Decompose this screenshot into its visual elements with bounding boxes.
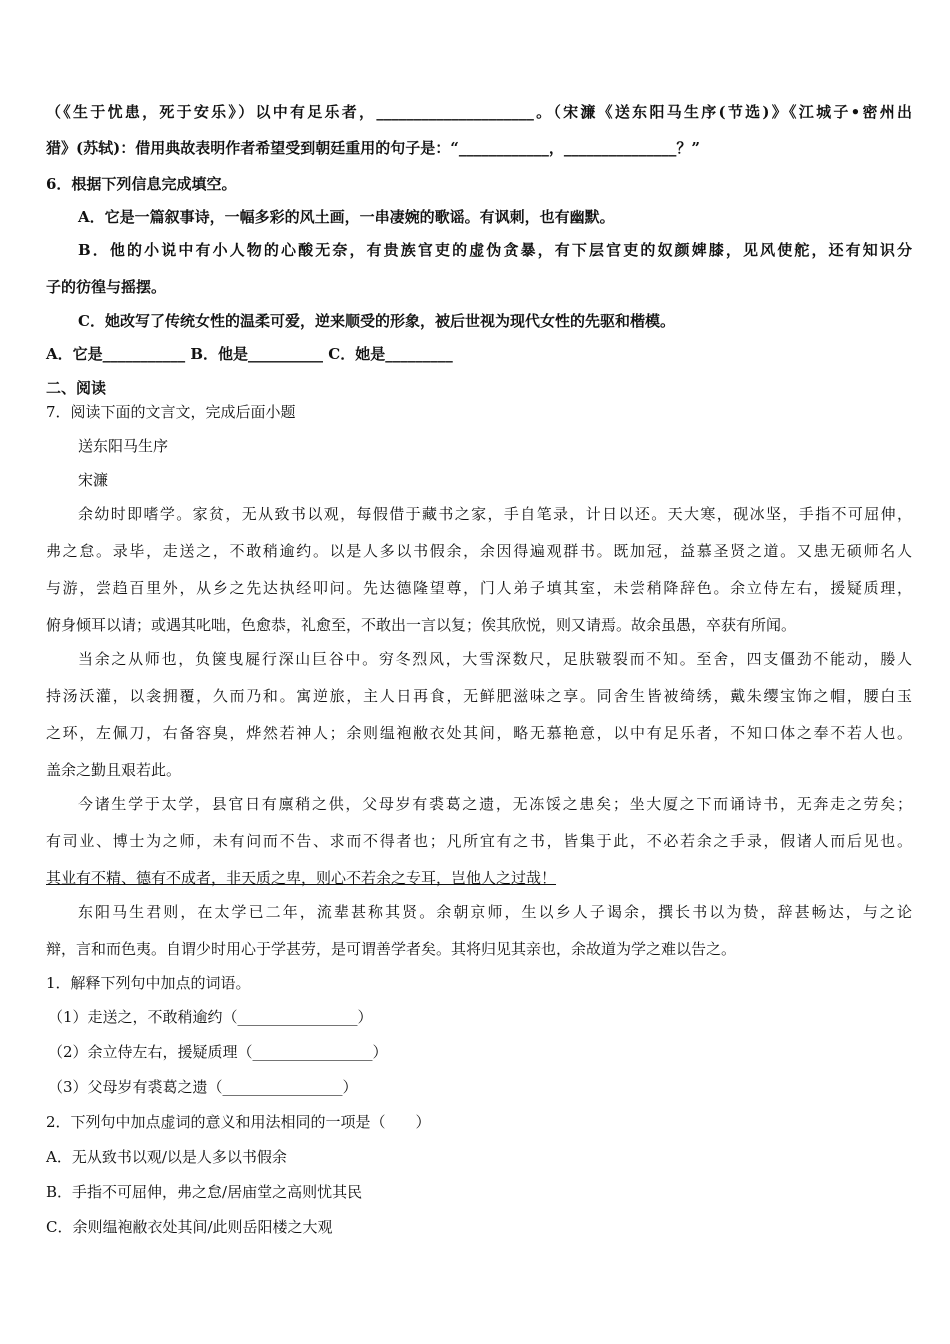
section-heading-reading: 二、阅读 xyxy=(46,379,107,397)
question-7-title: 7．阅读下面的文言文，完成后面小题 xyxy=(46,403,296,421)
passage-p1-line1: 余幼时即嗜学。家贫，无从致书以观，每假借于藏书之家，手自笔录，计日以还。天大寒，砚冰坚，手指不可屈伸， xyxy=(78,505,912,523)
question-6-item-b-line2: 子的彷徨与摇摆。 xyxy=(46,278,167,296)
passage-p2-line1: 当余之从师也，负箧曳屣行深山巨谷中。穷冬烈风，大雪深数尺，足肤皲裂而不知。至舍，四支僵劲不能动，媵人 xyxy=(78,650,912,668)
fill-blank-line-2: 猎》(苏轼)：借用典故表明作者希望受到朝廷重用的句子是：“____________，_______________？” xyxy=(46,139,700,157)
subquestion-1-item-1: （1）走送之，不敢稍逾约（________________） xyxy=(48,1008,373,1026)
passage-p3-line2: 有司业、博士为之师，未有问而不告、求而不得者也；凡所宜有之书，皆集于此，不必若余之手录，假诸人而后见也。 xyxy=(46,832,912,850)
passage-p3-line1: 今诸生学于太学，县官日有廪稍之供，父母岁有裘葛之遗，无冻馁之患矣；坐大厦之下而诵诗书，无奔走之劳矣； xyxy=(78,795,912,813)
subquestion-2-option-b: B．手指不可屈伸，弗之怠/居庙堂之高则忧其民 xyxy=(46,1183,363,1201)
question-6-item-b-line1: B．他的小说中有小人物的心酸无奈，有贵族官吏的虚伪贪暴，有下层官吏的奴颜婢膝，见风使舵，还有知识分 xyxy=(78,241,912,259)
passage-p1-line4: 俯身倾耳以请；或遇其叱咄，色愈恭，礼愈至，不敢出一言以复；俟其欣悦，则又请焉。故余虽愚，卒获有所闻。 xyxy=(46,616,797,634)
passage-p4-line2: 辩，言和而色夷。自谓少时用心于学甚劳，是可谓善学者矣。其将归见其亲也，余故道为学之难以告之。 xyxy=(46,940,737,958)
subquestion-1-item-2: （2）余立侍左右，援疑质理（________________） xyxy=(48,1043,388,1061)
question-6-item-a: A．它是一篇叙事诗，一幅多彩的风土画，一串凄婉的歌谣。有讽刺，也有幽默。 xyxy=(78,208,615,226)
question-6-title: 6．根据下列信息完成填空。 xyxy=(46,175,237,193)
question-6-blanks: A．它是___________ B．他是__________ C．她是_________ xyxy=(46,345,453,363)
passage-p3-line3-underlined: 其业有不精、德有不成者，非天质之卑，则心不若余之专耳，岂他人之过哉！ xyxy=(46,869,557,887)
subquestion-2-option-c: C．余则缊袍敝衣处其间/此则岳阳楼之大观 xyxy=(46,1218,333,1236)
subquestion-2-option-a: A．无从致书以观/以是人多以书假余 xyxy=(46,1148,287,1166)
subquestion-2-title: 2．下列句中加点虚词的意义和用法相同的一项是（ ） xyxy=(46,1113,431,1131)
passage-p2-line2: 持汤沃灌，以衾拥覆，久而乃和。寓逆旅，主人日再食，无鲜肥滋味之享。同舍生皆被绮绣，戴朱缨宝饰之帽，腰白玉 xyxy=(46,687,912,705)
subquestion-1-item-3: （3）父母岁有裘葛之遗（________________） xyxy=(48,1078,358,1096)
passage-p4-line1: 东阳马生君则，在太学已二年，流辈甚称其贤。余朝京师，生以乡人子谒余，撰长书以为贽，辞甚畅达，与之论 xyxy=(78,903,912,921)
subquestion-1-title: 1．解释下列句中加点的词语。 xyxy=(46,974,251,992)
passage-p2-line3: 之环，左佩刀，右备容臭，烨然若神人；余则缊袍敝衣处其间，略无慕艳意，以中有足乐者，不知口体之奉不若人也。 xyxy=(46,724,912,742)
fill-blank-line-1: （《生于忧患，死于安乐》）以中有足乐者，_____________________。（宋濂《送东阳马生序(节选)》《江城子•密州出 xyxy=(46,103,912,121)
passage-title: 送东阳马生序 xyxy=(78,437,169,455)
passage-p2-line4: 盖余之勤且艰若此。 xyxy=(46,761,182,779)
passage-p1-line2: 弗之怠。录毕，走送之，不敢稍逾约。以是人多以书假余，余因得遍观群书。既加冠，益慕圣贤之道。又患无硕师名人 xyxy=(46,542,912,560)
question-6-item-c: C．她改写了传统女性的温柔可爱，逆来顺受的形象，被后世视为现代女性的先驱和楷模。 xyxy=(78,312,675,330)
passage-author: 宋濂 xyxy=(78,471,109,489)
passage-p1-line3: 与游，尝趋百里外，从乡之先达执经叩问。先达德隆望尊，门人弟子填其室，未尝稍降辞色。余立侍左右，援疑质理， xyxy=(46,579,912,597)
